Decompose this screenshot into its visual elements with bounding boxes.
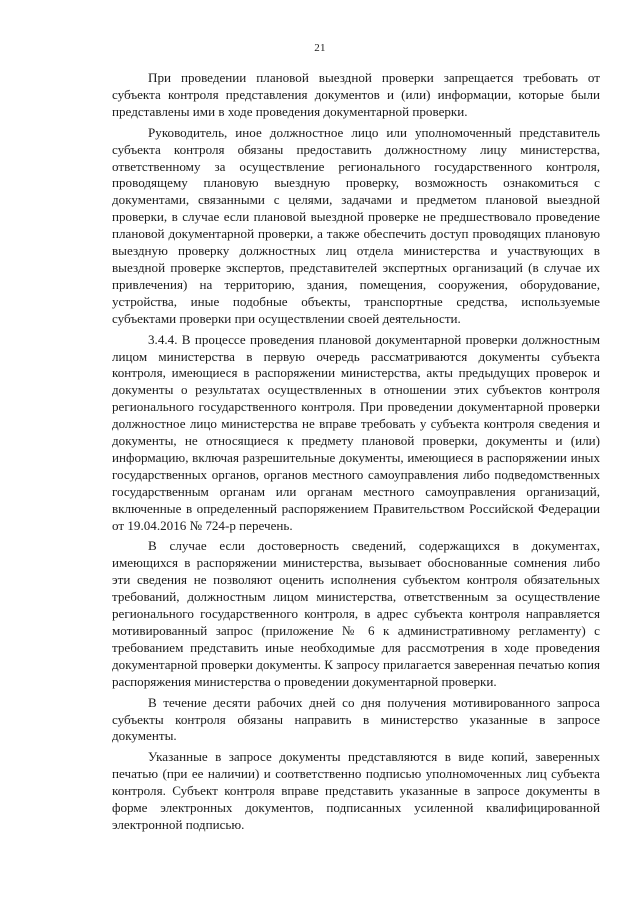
paragraph-5: В течение десяти рабочих дней со дня получения мотивированного запроса субъекты контроля обязаны направить в министерство указанные в запросе документы. xyxy=(112,694,600,744)
paragraph-4: В случае если достоверность сведений, содержащихся в документах, имеющихся в распоряжении министерства, вызывает обоснованные сомнения либо эти сведения не позволяют оценить исполнения субъектом контроля обязательных требований, должностным лицом министерства, ответственным за осуществление регионального государственного контроля, в адрес субъекта контроля направляется мотивированный запрос (приложение № 6 к административному регламенту) с требованием представить иные необходимые для рассмотрения в ходе проведения документарной проверки документы. К запросу прилагается заверенная печатью копия распоряжения министерства о проведении документарной проверки. xyxy=(112,538,600,689)
page-number: 21 xyxy=(314,42,326,54)
paragraph-6: Указанные в запросе документы представляются в виде копий, заверенных печатью (при ее наличии) и соответственно подписью уполномоченных лиц субъекта контроля. Субъект контроля вправе представить указанные в запросе документы в форме электронных документов, подписанных усиленной квалифицированной электронной подписью. xyxy=(112,749,600,832)
paragraph-2: Руководитель, иное должностное лицо или уполномоченный представитель субъекта контроля обязаны предоставить должностному лицу министерства, ответственному за осуществление регионального государственного контроля, проводящему плановую выездную проверку, возможность ознакомиться с документами, связанными с целями, задачами и предметом плановой выездной проверки, в случае если плановой выездной проверке не предшествовало проведение плановой документарной проверки, а также обеспечить доступ проводящих плановую выездную проверку должностных лиц отдела министерства и участвующих в выездной проверке экспертов, представителей экспертных организаций (в случае их привлечения) на территорию, здания, помещения, сооружения, оборудование, устройства, иные подобные объекты, транспортные средства, используемые субъектами проверки при осуществлении своей деятельности. xyxy=(112,124,600,326)
paragraph-1: При проведении плановой выездной проверки запрещается требовать от субъекта контроля представления документов и (или) информации, которые были представлены ими в ходе проведения документарной проверки. xyxy=(112,70,600,119)
paragraph-3: 3.4.4. В процессе проведения плановой документарной проверки должностным лицом министерства в первую очередь рассматриваются документы субъекта контроля, имеющиеся в распоряжении министерства, акты предыдущих проверок и документы о результатах осуществленных в отношении этих субъектов контроля регионального государственного контроля. При проведении документарной проверки должностное лицо министерства не вправе требовать у субъекта контроля сведения и документы, не относящиеся к предмету плановой проверки, документы и (или) информацию, включая разрешительные документы, имеющиеся в распоряжении иных государственных органов, органов местного самоуправления либо подведомственных государственным органам или органам местного самоуправления организаций, включенные в определенный распоряжением Правительством Российской Федерации от 19.04.2016 № 724-р перечень. xyxy=(112,331,600,533)
document-body xyxy=(112,70,600,836)
